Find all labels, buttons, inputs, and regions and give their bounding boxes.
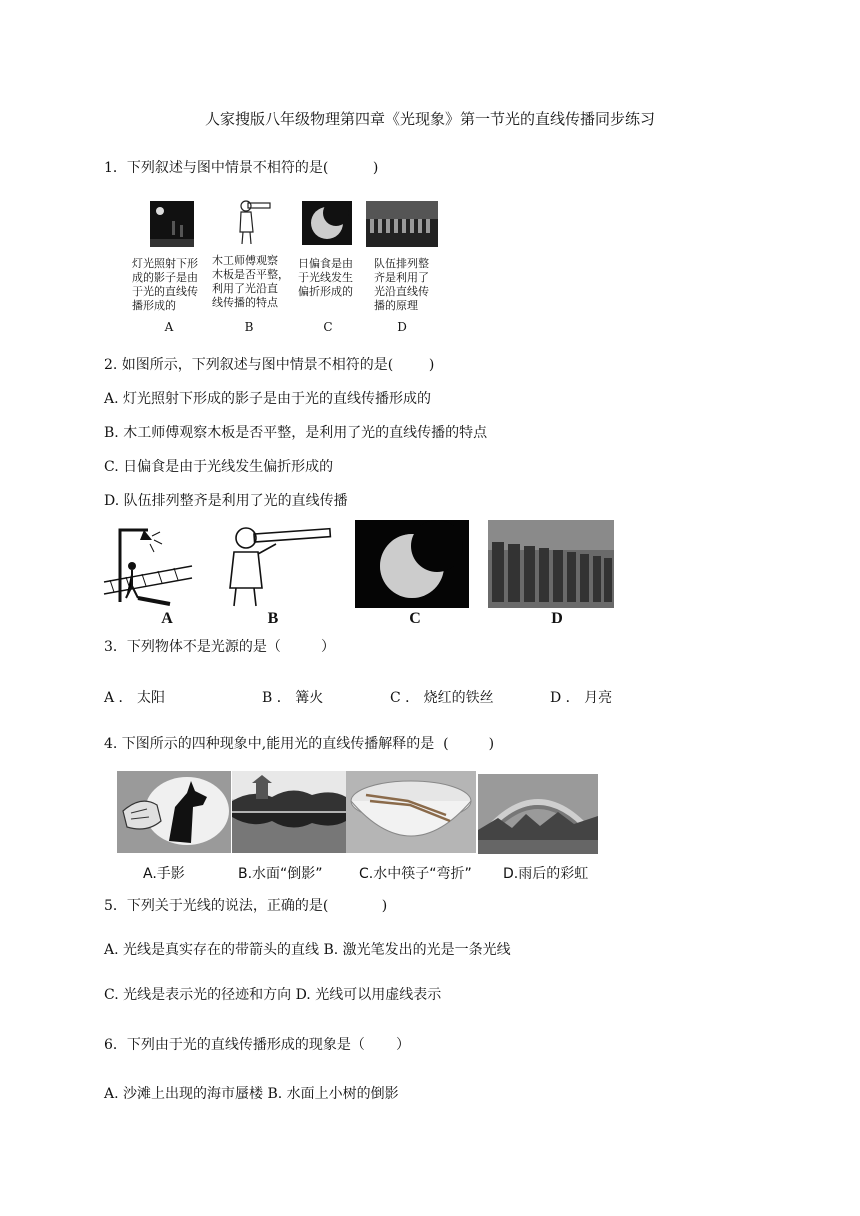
q6-stem: 6．下列由于光的直线传播形成的现象是（ ） [104, 1037, 411, 1053]
q5-options-line-2: C. 光线是表示光的径迹和方向 D. 光线可以用虚线表示 [104, 987, 442, 1003]
q3-stem: 3．下列物体不是光源的是（ ） [104, 639, 335, 655]
q3-option-d: D ． 月亮 [550, 690, 613, 706]
q1-caption-a: 灯光照射下形 成的影子是由 于光的直线传 播形成的 [132, 257, 198, 312]
q6-options-line-1: A. 沙滩上出现的海市蜃楼 B. 水面上小树的倒影 [104, 1086, 399, 1102]
q3-option-b: B ． 篝火 [262, 690, 324, 706]
q1-caption-d: 队伍排列整 齐是利用了 光沿直线传 播的原理 [374, 257, 429, 312]
q2-image-a-lamp-shadow [100, 522, 196, 608]
q4-image-c-chopsticks-bowl [346, 771, 476, 853]
q2-image-d-soldiers [488, 520, 614, 608]
q1-stem: 1．下列叙述与图中情景不相符的是( ) [104, 160, 379, 176]
q5-options-line-1: A. 光线是真实存在的带箭头的直线 B. 激光笔发出的光是一条光线 [104, 942, 511, 958]
q4-caption-b: B.水面“倒影” [238, 866, 323, 882]
page-title: 人家搜版八年级物理第四章《光现象》第一节光的直线传播同步练习 [204, 110, 655, 128]
q1-label-a: A [164, 320, 174, 334]
q4-caption-a: A.手影 [143, 866, 185, 882]
q4-image-d-rainbow [478, 774, 598, 854]
q2-option-d: D. 队伍排列整齐是利用了光的直线传播 [104, 493, 348, 509]
q4-image-a-hand-shadow [117, 771, 231, 853]
q4-image-b-water-reflection [232, 771, 346, 853]
q2-image-c-eclipse [355, 520, 469, 608]
q2-option-a: A. 灯光照射下形成的影子是由于光的直线传播形成的 [104, 391, 432, 407]
q1-image-c-eclipse [302, 201, 352, 245]
q1-image-a-night-shadow [150, 201, 194, 247]
q2-label-c: C [409, 610, 421, 627]
q1-label-d: D [397, 320, 407, 334]
q1-caption-c: 日偏食是由 于光线发生 偏折形成的 [298, 257, 353, 298]
q1-label-b: B [244, 320, 254, 334]
q1-caption-b: 木工师傅观察 木板是否平整， 利用了光沿直 线传播的特点 [212, 254, 289, 309]
q1-image-d-soldiers [366, 201, 438, 247]
q2-stem: 2. 如图所示，下列叙述与图中情景不相符的是( ) [104, 357, 435, 373]
q3-option-c: C ． 烧红的铁丝 [390, 690, 494, 706]
q5-stem: 5．下列关于光线的说法，正确的是( ) [104, 898, 388, 914]
q2-option-b: B. 木工师傅观察木板是否平整，是利用了光的直线传播的特点 [104, 425, 488, 441]
q4-stem: 4. 下图所示的四种现象中,能用光的直线传播解释的是 ( ) [104, 736, 495, 752]
q2-image-b-carpenter [218, 522, 332, 608]
q1-image-b-carpenter [236, 198, 272, 246]
q2-label-a: A [161, 610, 173, 627]
q2-label-d: D [551, 610, 563, 627]
q2-option-c: C. 日偏食是由于光线发生偏折形成的 [104, 459, 334, 475]
q4-caption-c: C.水中筷子“弯折” [359, 866, 472, 882]
q3-option-a: A ． 太阳 [104, 690, 166, 706]
q1-label-c: C [323, 320, 333, 334]
q2-label-b: B [267, 610, 279, 627]
q4-caption-d: D.雨后的彩虹 [503, 866, 589, 882]
